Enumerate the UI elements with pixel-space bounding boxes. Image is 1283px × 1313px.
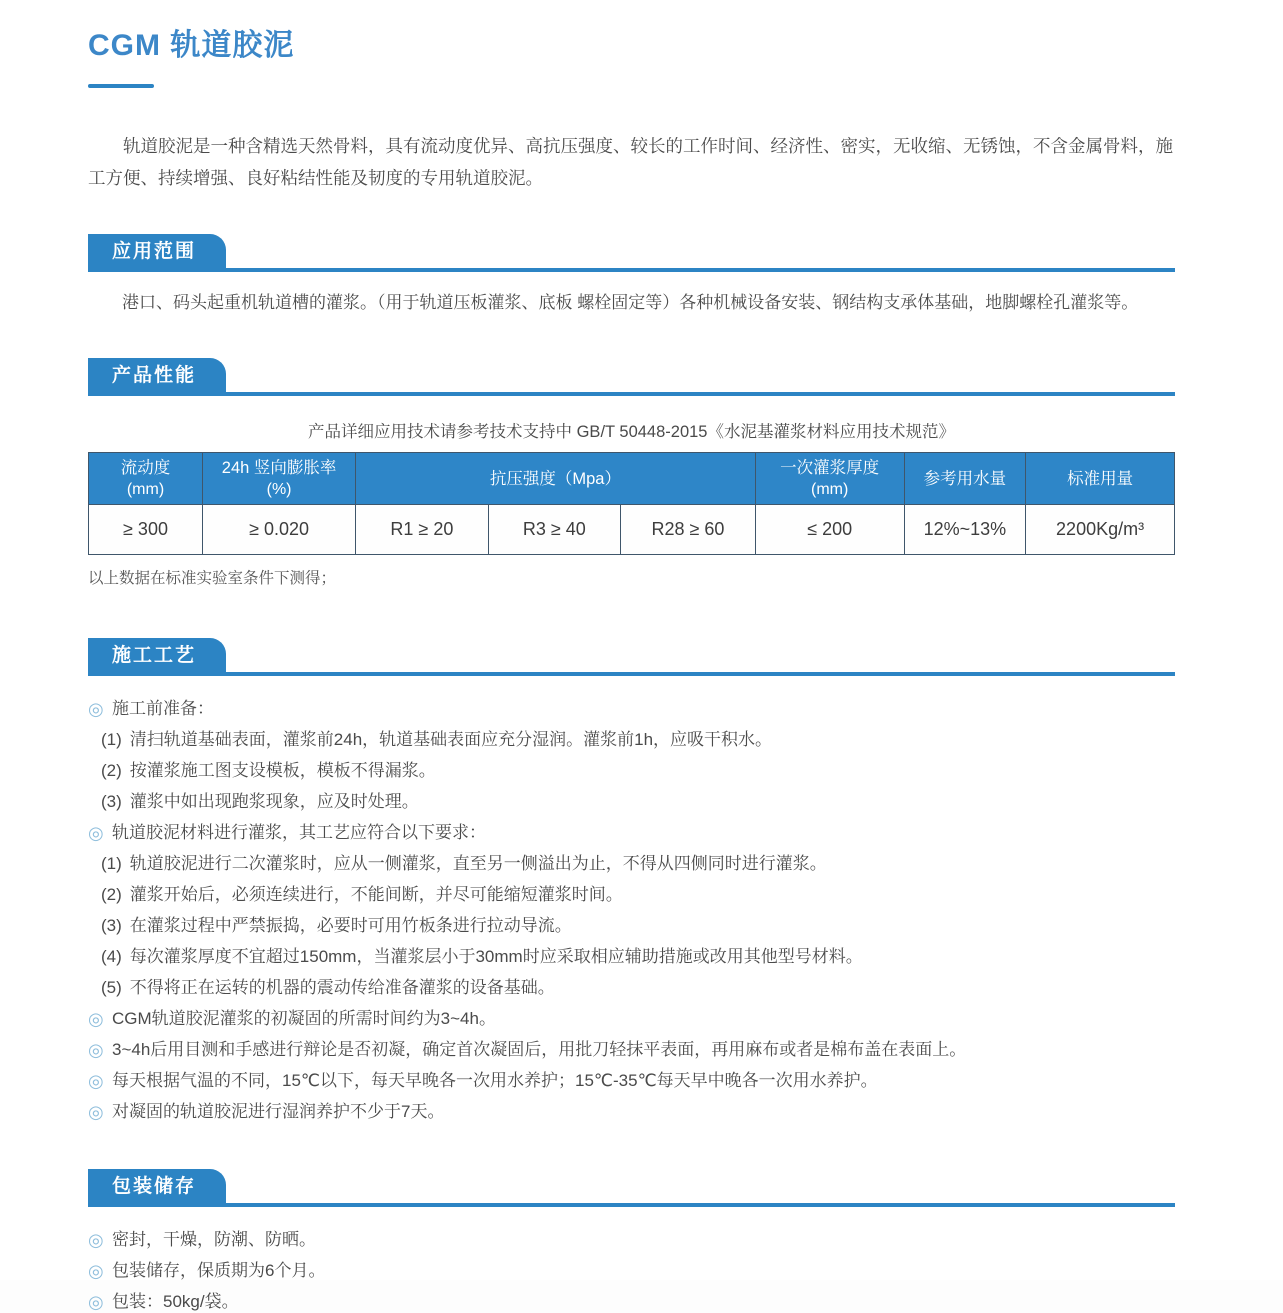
col-header-label: 24h 竖向膨胀率 — [221, 458, 337, 477]
list-item — [88, 1101, 1175, 1123]
bullseye-icon: ◎ — [88, 1102, 104, 1122]
bullseye-icon: ◎ — [88, 1040, 104, 1060]
list-item-text: 灌浆开始后，必须连续进行，不能间断，并尽可能缩短灌浆时间。 — [129, 885, 623, 904]
list-item — [88, 760, 1175, 782]
list-item-number: (3) — [101, 916, 122, 935]
col-header-label: 一次灌浆厚度 — [780, 458, 880, 477]
col-header-unit: (%) — [266, 480, 292, 498]
list-item — [88, 1070, 1175, 1092]
list-item-text: 在灌浆过程中严禁振捣，必要时可用竹板条进行拉动导流。 — [129, 916, 572, 935]
list-item — [88, 729, 1175, 751]
list-item-number: (1) — [101, 854, 122, 873]
list-item-number: (3) — [101, 792, 122, 811]
cell-r1: R1 ≥ 20 — [356, 505, 488, 555]
list-item-text: 3~4h后用目测和手感进行辩论是否初凝，确定首次凝固后，用批刀轻抹平表面，再用麻布或者是棉布盖在表面上。 — [112, 1040, 967, 1059]
spec-table — [88, 452, 1175, 555]
cell-r28: R28 ≥ 60 — [621, 505, 756, 555]
list-item-text: CGM轨道胶泥灌浆的初凝固的所需时间约为3~4h。 — [112, 1009, 496, 1028]
list-item-number: (1) — [101, 730, 122, 749]
section-header-application — [88, 234, 1175, 272]
title-underline — [88, 84, 154, 88]
col-header-dosage: 标准用量 — [1026, 453, 1175, 505]
bullseye-icon: ◎ — [88, 1230, 104, 1250]
construction-list — [88, 698, 1175, 1123]
intro-paragraph: 轨道胶泥是一种含精选天然骨料，具有流动度优异、高抗压强度、较长的工作时间、经济性、密实，无收缩、无锈蚀，不含金属骨料，施工方便、持续增强、良好粘结性能及韧度的专用轨道胶泥。 — [88, 136, 1173, 188]
section-tab-performance — [88, 358, 226, 392]
table-footnote: 以上数据在标准实验室条件下测得； — [88, 570, 337, 587]
list-item-text: 包装：50kg/袋。 — [112, 1292, 239, 1311]
list-item-text: 不得将正在运转的机器的震动传给准备灌浆的设备基础。 — [129, 978, 555, 997]
storage-list — [88, 1229, 1175, 1313]
list-item — [88, 853, 1175, 875]
list-item-number: (4) — [101, 947, 122, 966]
cell-fluidity: ≥ 300 — [89, 505, 203, 555]
cell-water: 12%~13% — [904, 505, 1026, 555]
bullseye-icon: ◎ — [88, 1292, 104, 1312]
col-header-fluidity — [89, 453, 203, 505]
bullseye-icon: ◎ — [88, 699, 104, 719]
list-item-text: 施工前准备： — [112, 699, 214, 718]
cell-dosage: 2200Kg/m³ — [1026, 505, 1175, 555]
list-item — [88, 1260, 1175, 1282]
col-header-unit: (mm) — [126, 480, 165, 498]
list-item-text: 包装储存，保质期为6个月。 — [112, 1261, 326, 1280]
col-header-label: 流动度 — [120, 458, 171, 477]
list-item — [88, 946, 1175, 968]
bullseye-icon: ◎ — [88, 1261, 104, 1281]
list-item-text: 每次灌浆厚度不宜超过150mm，当灌浆层小于30mm时应采取相应辅助措施或改用其他型号材料。 — [129, 947, 863, 966]
list-item-text: 轨道胶泥材料进行灌浆，其工艺应符合以下要求： — [112, 823, 486, 842]
col-header-unit: (mm) — [811, 480, 849, 498]
list-item — [88, 1291, 1175, 1313]
list-item-number: (2) — [101, 885, 122, 904]
bullseye-icon: ◎ — [88, 823, 104, 843]
list-item-text: 每天根据气温的不同，15℃以下，每天早晚各一次用水养护；15℃-35℃每天早中晚各一次用水养护。 — [112, 1071, 878, 1090]
list-item-text: 清扫轨道基础表面，灌浆前24h，轨道基础表面应充分湿润。灌浆前1h，应吸干积水。 — [129, 730, 773, 749]
application-body: 港口、码头起重机轨道槽的灌浆。（用于轨道压板灌浆、底板 螺栓固定等）各种机械设备安装、钢结构支承体基础，地脚螺栓孔灌浆等。 — [122, 293, 1139, 312]
list-item-text: 轨道胶泥进行二次灌浆时，应从一侧灌浆，直至另一侧溢出为止，不得从四侧同时进行灌浆。 — [129, 854, 827, 873]
section-header-performance — [88, 358, 1175, 396]
col-header-expansion — [203, 453, 356, 505]
list-item-text: 按灌浆施工图支设模板，模板不得漏浆。 — [129, 761, 436, 780]
cell-thickness: ≤ 200 — [755, 505, 904, 555]
section-tab-construction — [88, 638, 226, 672]
cell-r3: R3 ≥ 40 — [488, 505, 620, 555]
list-item-text: 灌浆中如出现跑浆现象，应及时处理。 — [129, 792, 419, 811]
list-item-number: (5) — [101, 978, 122, 997]
section-tab-label: 施工工艺 — [112, 645, 197, 666]
section-tab-storage — [88, 1169, 226, 1203]
bullseye-icon: ◎ — [88, 1071, 104, 1091]
list-item — [88, 1229, 1175, 1251]
list-item — [88, 915, 1175, 937]
section-header-storage — [88, 1169, 1175, 1207]
col-header-thickness — [755, 453, 904, 505]
list-item — [88, 791, 1175, 813]
list-item — [88, 822, 1175, 844]
list-item — [88, 698, 1175, 720]
list-item — [88, 977, 1175, 999]
spec-table-header-row — [89, 453, 1175, 505]
section-tab-label: 应用范围 — [112, 241, 197, 262]
list-item-text: 密封，干燥，防潮、防晒。 — [112, 1230, 316, 1249]
cell-expansion: ≥ 0.020 — [203, 505, 356, 555]
list-item-text: 对凝固的轨道胶泥进行湿润养护不少于7天。 — [112, 1102, 445, 1121]
list-item — [88, 1008, 1175, 1030]
list-item — [88, 1039, 1175, 1061]
section-tab-label: 包装储存 — [112, 1176, 197, 1197]
list-item — [88, 884, 1175, 906]
performance-reference-note: 产品详细应用技术请参考技术支持中 GB/T 50448-2015《水泥基灌浆材料应用技术规范》 — [308, 423, 955, 441]
bullseye-icon: ◎ — [88, 1009, 104, 1029]
section-header-construction — [88, 638, 1175, 676]
col-header-compressive: 抗压强度（Mpa） — [356, 453, 756, 505]
spec-table-data-row — [89, 505, 1175, 555]
section-tab-application — [88, 234, 226, 268]
page-title: CGM 轨道胶泥 — [88, 29, 295, 62]
section-tab-label: 产品性能 — [112, 365, 197, 386]
list-item-number: (2) — [101, 761, 122, 780]
col-header-water: 参考用水量 — [904, 453, 1026, 505]
